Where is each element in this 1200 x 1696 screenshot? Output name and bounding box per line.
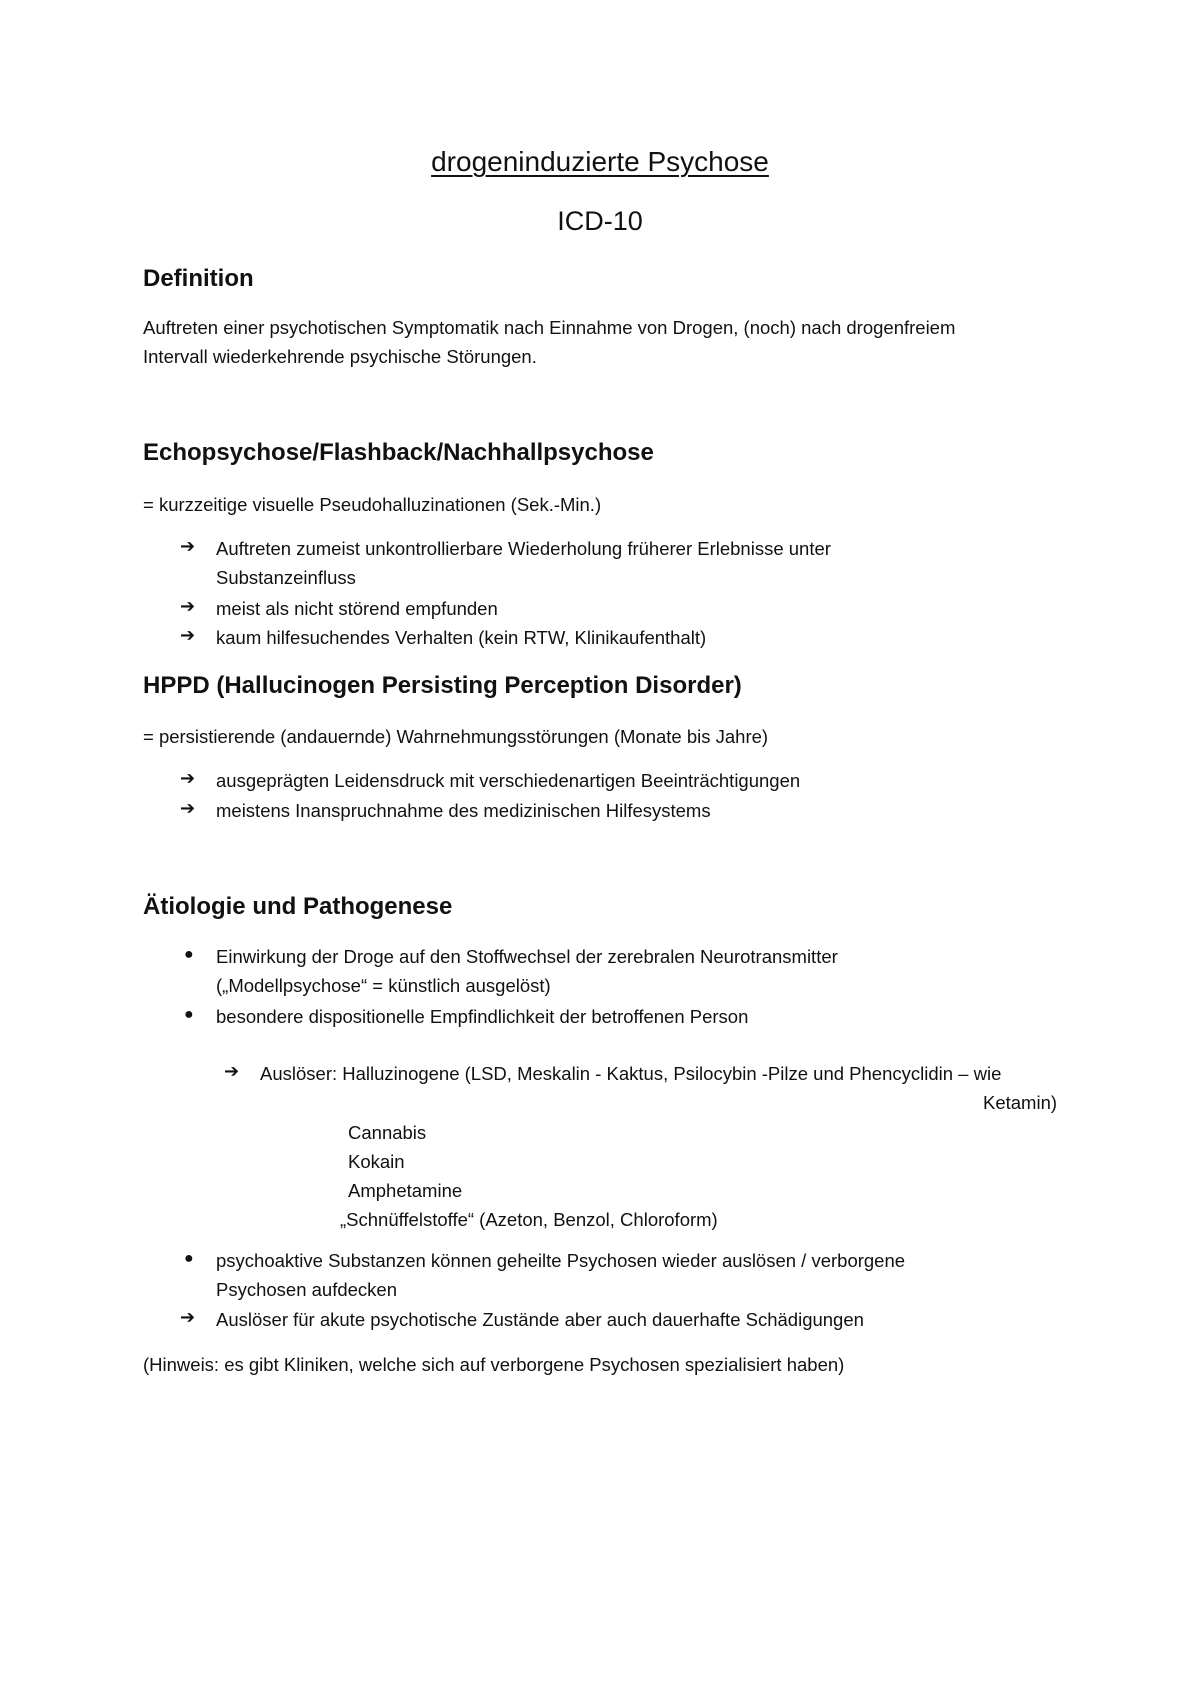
note-text: (Hinweis: es gibt Kliniken, welche sich auf verborgene Psychosen spezialisiert haben) (143, 1354, 845, 1375)
definition-text-line2: Intervall wiederkehrende psychische Störungen. (143, 346, 537, 367)
aetiologie-arrow-last: Auslöser für akute psychotische Zustände aber auch dauerhafte Schädigungen (216, 1309, 864, 1330)
arrow-icon: ➔ (180, 1307, 196, 1327)
arrow-icon: ➔ (180, 768, 196, 788)
echo-item-2: meist als nicht störend empfunden (216, 598, 498, 619)
echo-heading: Echopsychose/Flashback/Nachhallpsychose (143, 439, 654, 466)
bullet-icon: ● (184, 946, 194, 963)
aetiologie-heading: Ätiologie und Pathogenese (143, 893, 453, 920)
aetiologie-bullet3-line1: psychoaktive Substanzen können geheilte Psychosen wieder auslösen / verborgene (216, 1250, 906, 1271)
echo-item-1-line2: Substanzeinfluss (216, 567, 356, 588)
definition-heading: Definition (143, 265, 254, 292)
hppd-item-1: ausgeprägten Leidensdruck mit verschiedenartigen Beeinträchtigungen (216, 770, 801, 791)
document-subtitle: ICD-10 (557, 206, 643, 236)
hppd-lead: = persistierende (andauernde) Wahrnehmungsstörungen (Monate bis Jahre) (143, 726, 769, 747)
aetiologie-bullet2: besondere dispositionelle Empfindlichkeit der betroffenen Person (216, 1006, 749, 1027)
aetiologie-bullet1-line2: („Modellpsychose“ = künstlich ausgelöst) (216, 975, 551, 996)
substance-item: „Schnüffelstoffe“ (Azeton, Benzol, Chloroform) (340, 1209, 718, 1230)
bullet-icon: ● (184, 1006, 194, 1023)
substance-item: Amphetamine (348, 1180, 463, 1201)
arrow-icon: ➔ (180, 625, 196, 645)
echo-item-1-line1: Auftreten zumeist unkontrollierbare Wiederholung früherer Erlebnisse unter (216, 538, 831, 559)
aetiologie-bullet1-line1: Einwirkung der Droge auf den Stoffwechsel der zerebralen Neurotransmitter (216, 946, 838, 967)
hppd-item-2: meistens Inanspruchnahme des medizinischen Hilfesystems (216, 800, 711, 821)
echo-lead: = kurzzeitige visuelle Pseudohalluzinationen (Sek.-Min.) (143, 494, 602, 515)
arrow-icon: ➔ (180, 536, 196, 556)
aetiologie-bullet3-line2: Psychosen aufdecken (216, 1279, 398, 1300)
substance-item: Kokain (348, 1151, 405, 1172)
echo-item-3: kaum hilfesuchendes Verhalten (kein RTW, Klinikaufenthalt) (216, 627, 707, 648)
arrow-icon: ➔ (224, 1061, 240, 1081)
hppd-heading: HPPD (Hallucinogen Persisting Perception Disorder) (143, 672, 742, 699)
trigger-line2: Ketamin) (983, 1092, 1058, 1113)
substance-item: Cannabis (348, 1122, 427, 1143)
trigger-line1: Auslöser: Halluzinogene (LSD, Meskalin - Kaktus, Psilocybin -Pilze und Phencyclidin – wie (260, 1063, 1002, 1084)
arrow-icon: ➔ (180, 596, 196, 616)
arrow-icon: ➔ (180, 798, 196, 818)
definition-text-line1: Auftreten einer psychotischen Symptomatik nach Einnahme von Drogen, (noch) nach drogenfreiem (143, 317, 956, 338)
bullet-icon: ● (184, 1250, 194, 1267)
document-title: drogeninduzierte Psychose (431, 146, 769, 177)
